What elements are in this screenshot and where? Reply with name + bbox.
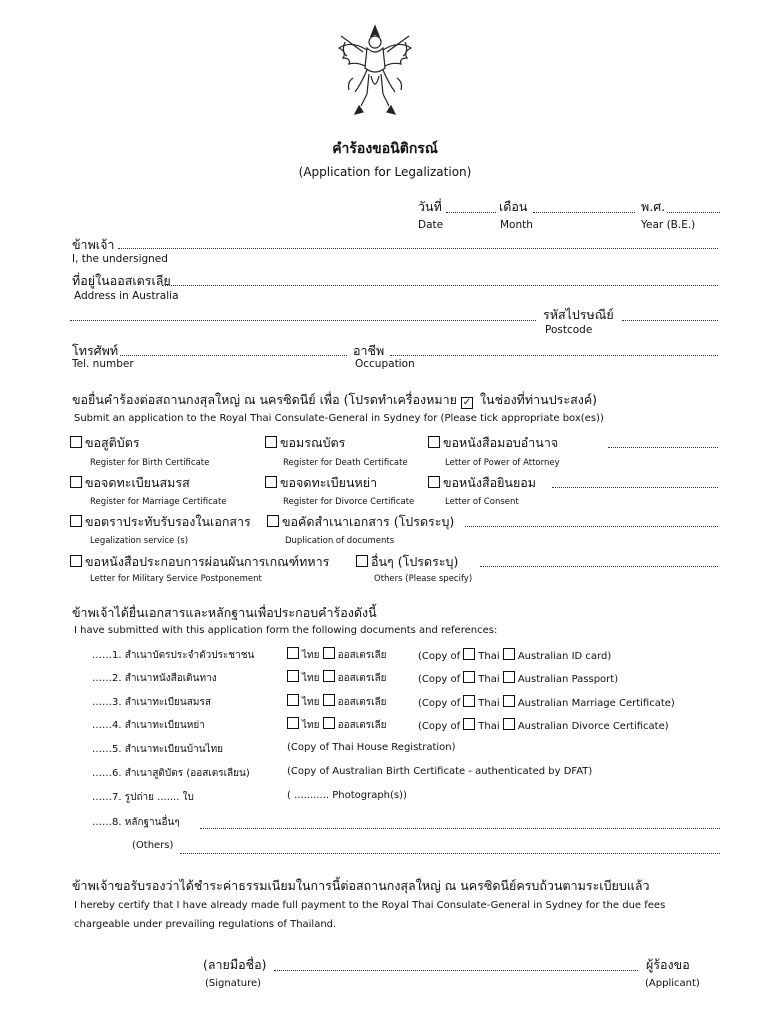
documents-heading: ข้าพเจ้าได้ยื่นเอกสารและหลักฐานเพื่อประกอบคำร้องดังนี้ [72,605,377,620]
option-divorce[interactable]: ขอจดทะเบียนหย่า [265,473,377,493]
doc-item-3-en[interactable]: (Copy of Thai Australian Marriage Certificate) [418,695,675,709]
signature-label: (ลายมือชื่อ) [203,957,267,972]
checkbox[interactable] [323,647,335,659]
doc-item-3-country[interactable]: ไทย ออสเตรเลีย [287,694,386,710]
address-field-line2[interactable] [70,320,536,321]
applicant-en: (Applicant) [645,978,700,989]
doc-item-3: ……3. สำเนาทะเบียนสมรส [92,697,211,708]
occupation-field[interactable] [390,355,718,356]
checkbox[interactable] [463,648,475,660]
checkbox[interactable] [323,670,335,682]
date-year-en: Year (B.E.) [641,219,696,231]
date-year-label: พ.ศ. [641,199,666,214]
checkbox[interactable] [267,515,279,527]
date-year-field[interactable] [667,212,720,213]
doc-item-4: ……4. สำเนาทะเบียนหย่า [92,720,205,731]
checkbox[interactable] [463,671,475,683]
consent-field[interactable] [552,487,718,488]
doc-item-5-en: (Copy of Thai House Registration) [287,742,456,753]
date-month-label: เดือน [499,199,528,214]
option-birth[interactable]: ขอสูติบัตร [70,433,140,453]
occupation-label: อาชีพ [353,343,385,358]
other-evidence-field-2[interactable] [180,853,720,854]
checkbox[interactable] [265,436,277,448]
checkbox[interactable] [70,555,82,567]
tel-label: โทรศัพท์ [72,343,119,358]
date-day-field[interactable] [446,212,496,213]
option-legalization-en: Legalization service (s) [90,536,189,546]
request-heading-en: Submit an application to the Royal Thai Consulate-General in Sydney for (Please tick appropriate box(es)) [74,413,604,424]
doc-item-6: ……6. สำเนาสูติบัตร (ออสเตรเลียน) [92,768,250,779]
postcode-field[interactable] [622,320,718,321]
doc-others-label: (Others) [132,840,174,851]
doc-item-2-country[interactable]: ไทย ออสเตรเลีย [287,670,386,686]
checkbox[interactable] [356,555,368,567]
doc-item-4-country[interactable]: ไทย ออสเตรเลีย [287,717,386,733]
date-day-en: Date [418,219,444,231]
checkbox-example-icon: ✓ [462,397,472,408]
option-consent-en: Letter of Consent [445,497,519,507]
other-evidence-field[interactable] [200,828,720,829]
address-label: ที่อยู่ในออสเตรเลีย [72,273,171,288]
checkbox[interactable] [287,670,299,682]
checkbox[interactable] [287,694,299,706]
occupation-en: Occupation [355,358,415,370]
applicant-name-field[interactable] [118,248,718,249]
option-others[interactable]: อื่นๆ (โปรดระบุ) [356,552,458,572]
date-month-field[interactable] [533,212,635,213]
option-marriage-en: Register for Marriage Certificate [90,497,227,507]
checkbox[interactable] [70,515,82,527]
option-military[interactable]: ขอหนังสือประกอบการผ่อนผันการเกณฑ์ทหาร [70,552,329,572]
applicant-name-en: I, the undersigned [72,253,168,265]
postcode-en: Postcode [545,324,593,336]
duplication-field[interactable] [465,526,718,527]
doc-item-4-en[interactable]: (Copy of Thai Australian Divorce Certificate) [418,718,669,732]
doc-item-2-en[interactable]: (Copy of Thai Australian Passport) [418,671,618,685]
doc-item-8: ……8. หลักฐานอื่นๆ [92,817,180,828]
applicant-name-label: ข้าพเจ้า [72,237,115,252]
option-marriage[interactable]: ขอจดทะเบียนสมรส [70,473,190,493]
option-consent[interactable]: ขอหนังสือยินยอม [428,473,536,493]
signature-field[interactable] [274,970,638,971]
option-power-of-attorney[interactable]: ขอหนังสือมอบอำนาจ [428,433,558,453]
certification-th: ข้าพเจ้าขอรับรองว่าได้ชำระค่าธรรมเนียมในการนี้ต่อสถานกงสุลใหญ่ ณ นครซิดนีย์ครบถ้วนตามระเบียบแล้ว [72,878,650,893]
applicant-label: ผู้ร้องขอ [646,957,690,972]
checkbox[interactable] [503,671,515,683]
garuda-emblem [333,22,417,120]
doc-item-7: ……7. รูปถ่าย ....... ใบ [92,792,194,803]
checkbox[interactable] [463,718,475,730]
checkbox[interactable] [323,717,335,729]
form-title: คำร้องขอนิติกรณ์ [332,141,438,157]
option-death-en: Register for Death Certificate [283,458,408,468]
checkbox[interactable] [503,718,515,730]
option-power-of-attorney-en: Letter of Power of Attorney [445,458,560,468]
checkbox[interactable] [265,476,277,488]
option-legalization[interactable]: ขอตราประทับรับรองในเอกสาร [70,512,251,532]
address-field-line1[interactable] [162,285,718,286]
tel-field[interactable] [120,355,347,356]
checkbox[interactable] [70,476,82,488]
address-en: Address in Australia [74,290,179,302]
checkbox[interactable] [323,694,335,706]
checkbox[interactable] [287,717,299,729]
tel-en: Tel. number [72,358,134,370]
option-duplication[interactable]: ขอคัดสำเนาเอกสาร (โปรดระบุ) [267,512,454,532]
form-subtitle: (Application for Legalization) [298,165,472,179]
postcode-label: รหัสไปรษณีย์ [543,307,614,322]
doc-item-2: ……2. สำเนาหนังสือเดินทาง [92,673,217,684]
checkbox[interactable] [503,695,515,707]
doc-item-1-en[interactable]: (Copy of Thai Australian ID card) [418,648,611,662]
doc-item-6-en: (Copy of Australian Birth Certificate - authenticated by DFAT) [287,766,593,777]
date-month-en: Month [500,219,533,231]
certification-en-line2: chargeable under prevailing regulations of Thailand. [74,919,337,930]
option-death[interactable]: ขอมรณบัตร [265,433,345,453]
option-birth-en: Register for Birth Certificate [90,458,210,468]
checkbox[interactable] [463,695,475,707]
documents-heading-en: I have submitted with this application form the following documents and references: [74,625,498,636]
doc-item-1-country[interactable]: ไทย ออสเตรเลีย [287,647,386,663]
option-military-en: Letter for Military Service Postponement [90,574,262,584]
option-others-en: Others (Please specify) [374,574,473,584]
signature-en: (Signature) [205,978,262,989]
request-heading: ขอยื่นคำร้องต่อสถานกงสุลใหญ่ ณ นครซิดนีย์ เพื่อ (โปรดทำเครื่องหมาย ✓ ในช่องที่ท่านประสงค์) [72,392,598,408]
doc-item-7-en: ( ........... Photograph(s)) [287,790,407,801]
certification-en-line1: I hereby certify that I have already made full payment to the Royal Thai Consulate-General in Sydney for the due fees [74,900,666,911]
option-duplication-en: Duplication of documents [285,536,395,546]
power-of-attorney-field[interactable] [608,447,718,448]
date-day-label: วันที่ [418,199,442,214]
checkbox[interactable] [428,476,440,488]
checkbox[interactable] [503,648,515,660]
others-field[interactable] [480,566,718,567]
doc-item-5: ……5. สำเนาทะเบียนบ้านไทย [92,744,224,755]
checkbox[interactable] [287,647,299,659]
option-divorce-en: Register for Divorce Certificate [283,497,415,507]
checkbox[interactable] [428,436,440,448]
checkbox[interactable] [70,436,82,448]
doc-item-1: ……1. สำเนาบัตรประจำตัวประชาชน [92,650,255,661]
